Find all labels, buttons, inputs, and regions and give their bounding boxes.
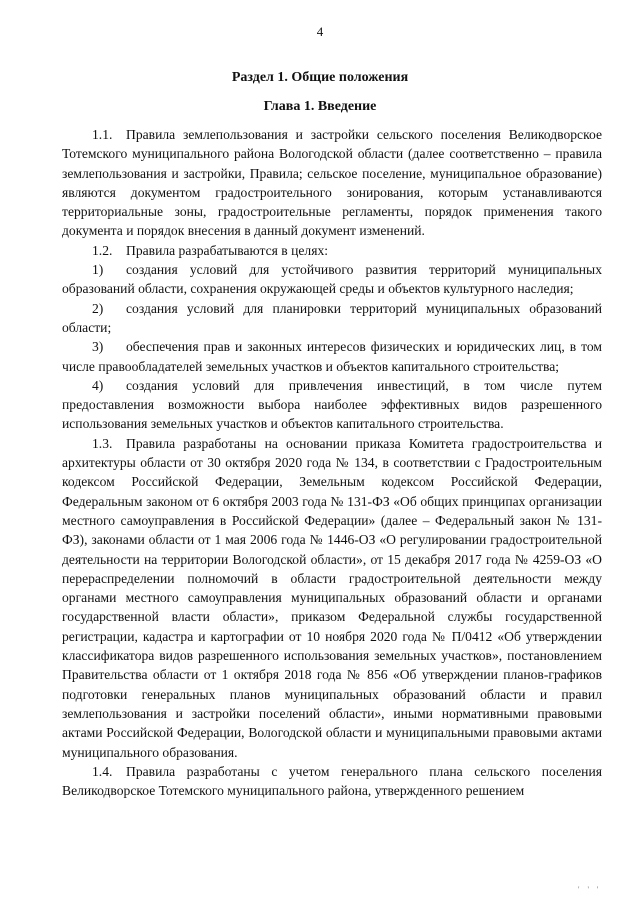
paragraph-text: Правила разработаны с учетом генерального плана сельского поселения Великодворское Тотемского муниципального района, утвержденного решением — [62, 763, 602, 799]
list-item-number: 1) — [92, 262, 104, 278]
chapter-title: Глава 1. Введение — [263, 99, 377, 114]
list-item-number: 3) — [92, 339, 104, 355]
paragraph-text: Правила разрабатываются в целях: — [126, 242, 329, 258]
paragraph-1-1 — [62, 125, 602, 241]
list-item-goal-2 — [62, 299, 602, 338]
list-item-goal-1 — [62, 260, 602, 299]
list-item-goal-3 — [62, 337, 602, 376]
paragraph-1-4 — [62, 762, 602, 801]
paragraph-number: 1.2. — [92, 242, 113, 258]
list-item-goal-4 — [62, 376, 602, 434]
page-number: 4 — [316, 24, 324, 39]
paragraph-1-2 — [62, 241, 602, 260]
scan-artifact-mark: ' ' ' — [578, 885, 602, 894]
list-item-text: создания условий для привлечения инвестиций, в том числе путем предоставления возможности выбора наиболее эффективных видов разрешенного использования земельных участков и объектов капитального строительства. — [62, 377, 602, 432]
paragraph-text: Правила землепользования и застройки сельского поселения Великодворское Тотемского муниципального района Вологодской области (далее соответственно – правила землепользования и застройки, Правила; сельское поселение, муниципальное образование) являются документом градостроительного зонирования, которым устанавливаются территориальные зоны, градостроительные регламенты, порядок применения такого документа и порядок внесения в данный документ изменений. — [62, 127, 602, 239]
paragraph-number: 1.1. — [92, 127, 113, 142]
paragraph-number: 1.3. — [92, 435, 113, 451]
list-item-number: 2) — [92, 300, 104, 316]
section-title: Раздел 1. Общие положения — [231, 70, 409, 85]
paragraph-number: 1.4. — [92, 763, 113, 779]
list-item-text: создания условий для планировки территорий муниципальных образований области; — [62, 300, 602, 335]
list-item-text: обеспечения прав и законных интересов физических и юридических лиц, в том числе правообладателей земельных участков и объектов капитального строительства; — [62, 339, 602, 374]
body-text — [62, 125, 602, 800]
list-item-number: 4) — [92, 377, 104, 393]
paragraph-text: Правила разработаны на основании приказа Комитета градостроительства и архитектуры области от 30 октября 2020 года № 134, в соответствии с Градостроительным кодексом Российской Федерации, Земельным кодексом Российской Федерации, Федеральным законом от 6 октября 2003 года № 131-ФЗ «Об общих принципах организации местного самоуправления в Российской Федерации» (далее – Федеральный закон № 131-ФЗ), законами области от 1 мая 2006 года № 1446-ОЗ «О регулировании градостроительной деятельности на территории Вологодской области», от 15 декабря 2017 года № 4259-ОЗ «О перераспределении полномочий в области градостроительной деятельности между органами местного самоуправления муниципальных образований области и органами государственной власти области», приказом Федеральной службы государственной регистрации, кадастра и картографии от 10 ноября 2020 года № П/0412 «Об утверждении классификатора видов разрешенного использования земельных участков», постановлением Правительства области от 1 октября 2018 года № 856 «Об утверждении планов-графиков подготовки генеральных планов муниципальных образований области и правил землепользования и застройки поселений области», иными нормативными правовыми актами Российской Федерации, Вологодской области и муниципальными правовыми актами муниципального образования. — [62, 435, 602, 760]
paragraph-1-3 — [62, 434, 602, 762]
list-item-text: создания условий для устойчивого развития территорий муниципальных образований области, сохранения окружающей среды и объектов культурного наследия; — [62, 262, 602, 297]
